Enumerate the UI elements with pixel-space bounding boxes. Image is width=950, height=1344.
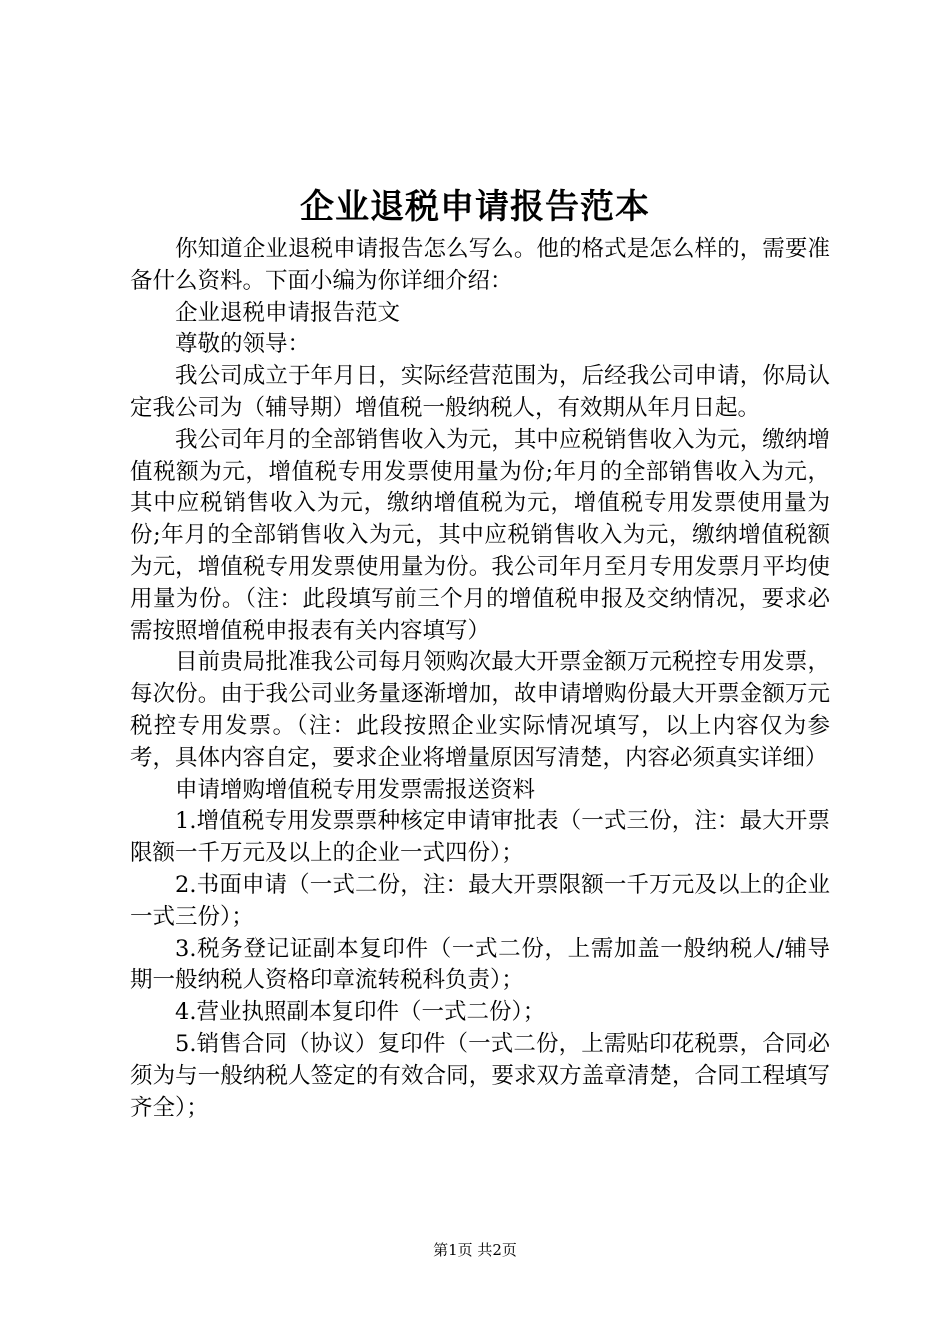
paragraph-materials-heading: 申请增购增值税专用发票需报送资料 [175, 776, 536, 803]
paragraph-sample-heading: 企业退税申请报告范文 [175, 299, 401, 326]
paragraph-company-info: 我公司成立于年月日，实际经营范围为，后经我公司申请，你局认定我公司为（辅导期）增值税一般纳税人，有效期从年月日起。 [130, 363, 830, 421]
document-title: 企业退税申请报告范本 [300, 187, 650, 227]
list-item-1: 1.增值税专用发票票种核定申请审批表（一式三份，注：最大开票限额一千万元及以上的企业一式四份）； [130, 808, 830, 867]
page-footer: 第1页 共2页 [433, 1241, 517, 1259]
list-item-5: 5.销售合同（协议）复印件（一式二份，上需贴印花税票，合同必须为与一般纳税人签定的有效合同，要求双方盖章清楚，合同工程填写齐全）； [130, 1030, 830, 1121]
document-body [130, 234, 830, 1124]
paragraph-sales-info: 我公司年月的全部销售收入为元，其中应税销售收入为元，缴纳增值税额为元，增值税专用发票使用量为份;年月的全部销售收入为元，其中应税销售收入为元，缴纳增值税为元，增值税专用发票使用量为份;年月的全部销售收入为元，其中应税销售收入为元，缴纳增值税额为元，增值税专用发票使用量为份。我公司年月至月专用发票月平均使用量为份。（注：此段填写前三个月的增值税申报及交纳情况，要求必需按照增值税申报表有关内容填写） [130, 426, 830, 644]
list-item-3: 3.税务登记证副本复印件（一式二份，上需加盖一般纳税人/辅导期一般纳税人资格印章流转税科负责）； [130, 935, 830, 994]
list-item-4: 4.营业执照副本复印件（一式二份）； [175, 999, 546, 1026]
paragraph-intro: 你知道企业退税申请报告怎么写么。他的格式是怎么样的，需要准备什么资料。下面小编为你详细介绍： [130, 236, 830, 294]
paragraph-salutation: 尊敬的领导： [175, 331, 311, 358]
list-item-2: 2.书面申请（一式二份，注：最大开票限额一千万元及以上的企业一式三份）； [130, 871, 830, 930]
paragraph-invoice-request: 目前贵局批准我公司每月领购次最大开票金额万元税控专用发票，每次份。由于我公司业务量逐渐增加，故申请增购份最大开票金额万元税控专用发票。（注：此段按照企业实际情况填写，以上内容仅为参考，具体内容自定，要求企业将增量原因写清楚，内容必须真实详细） [130, 649, 830, 771]
